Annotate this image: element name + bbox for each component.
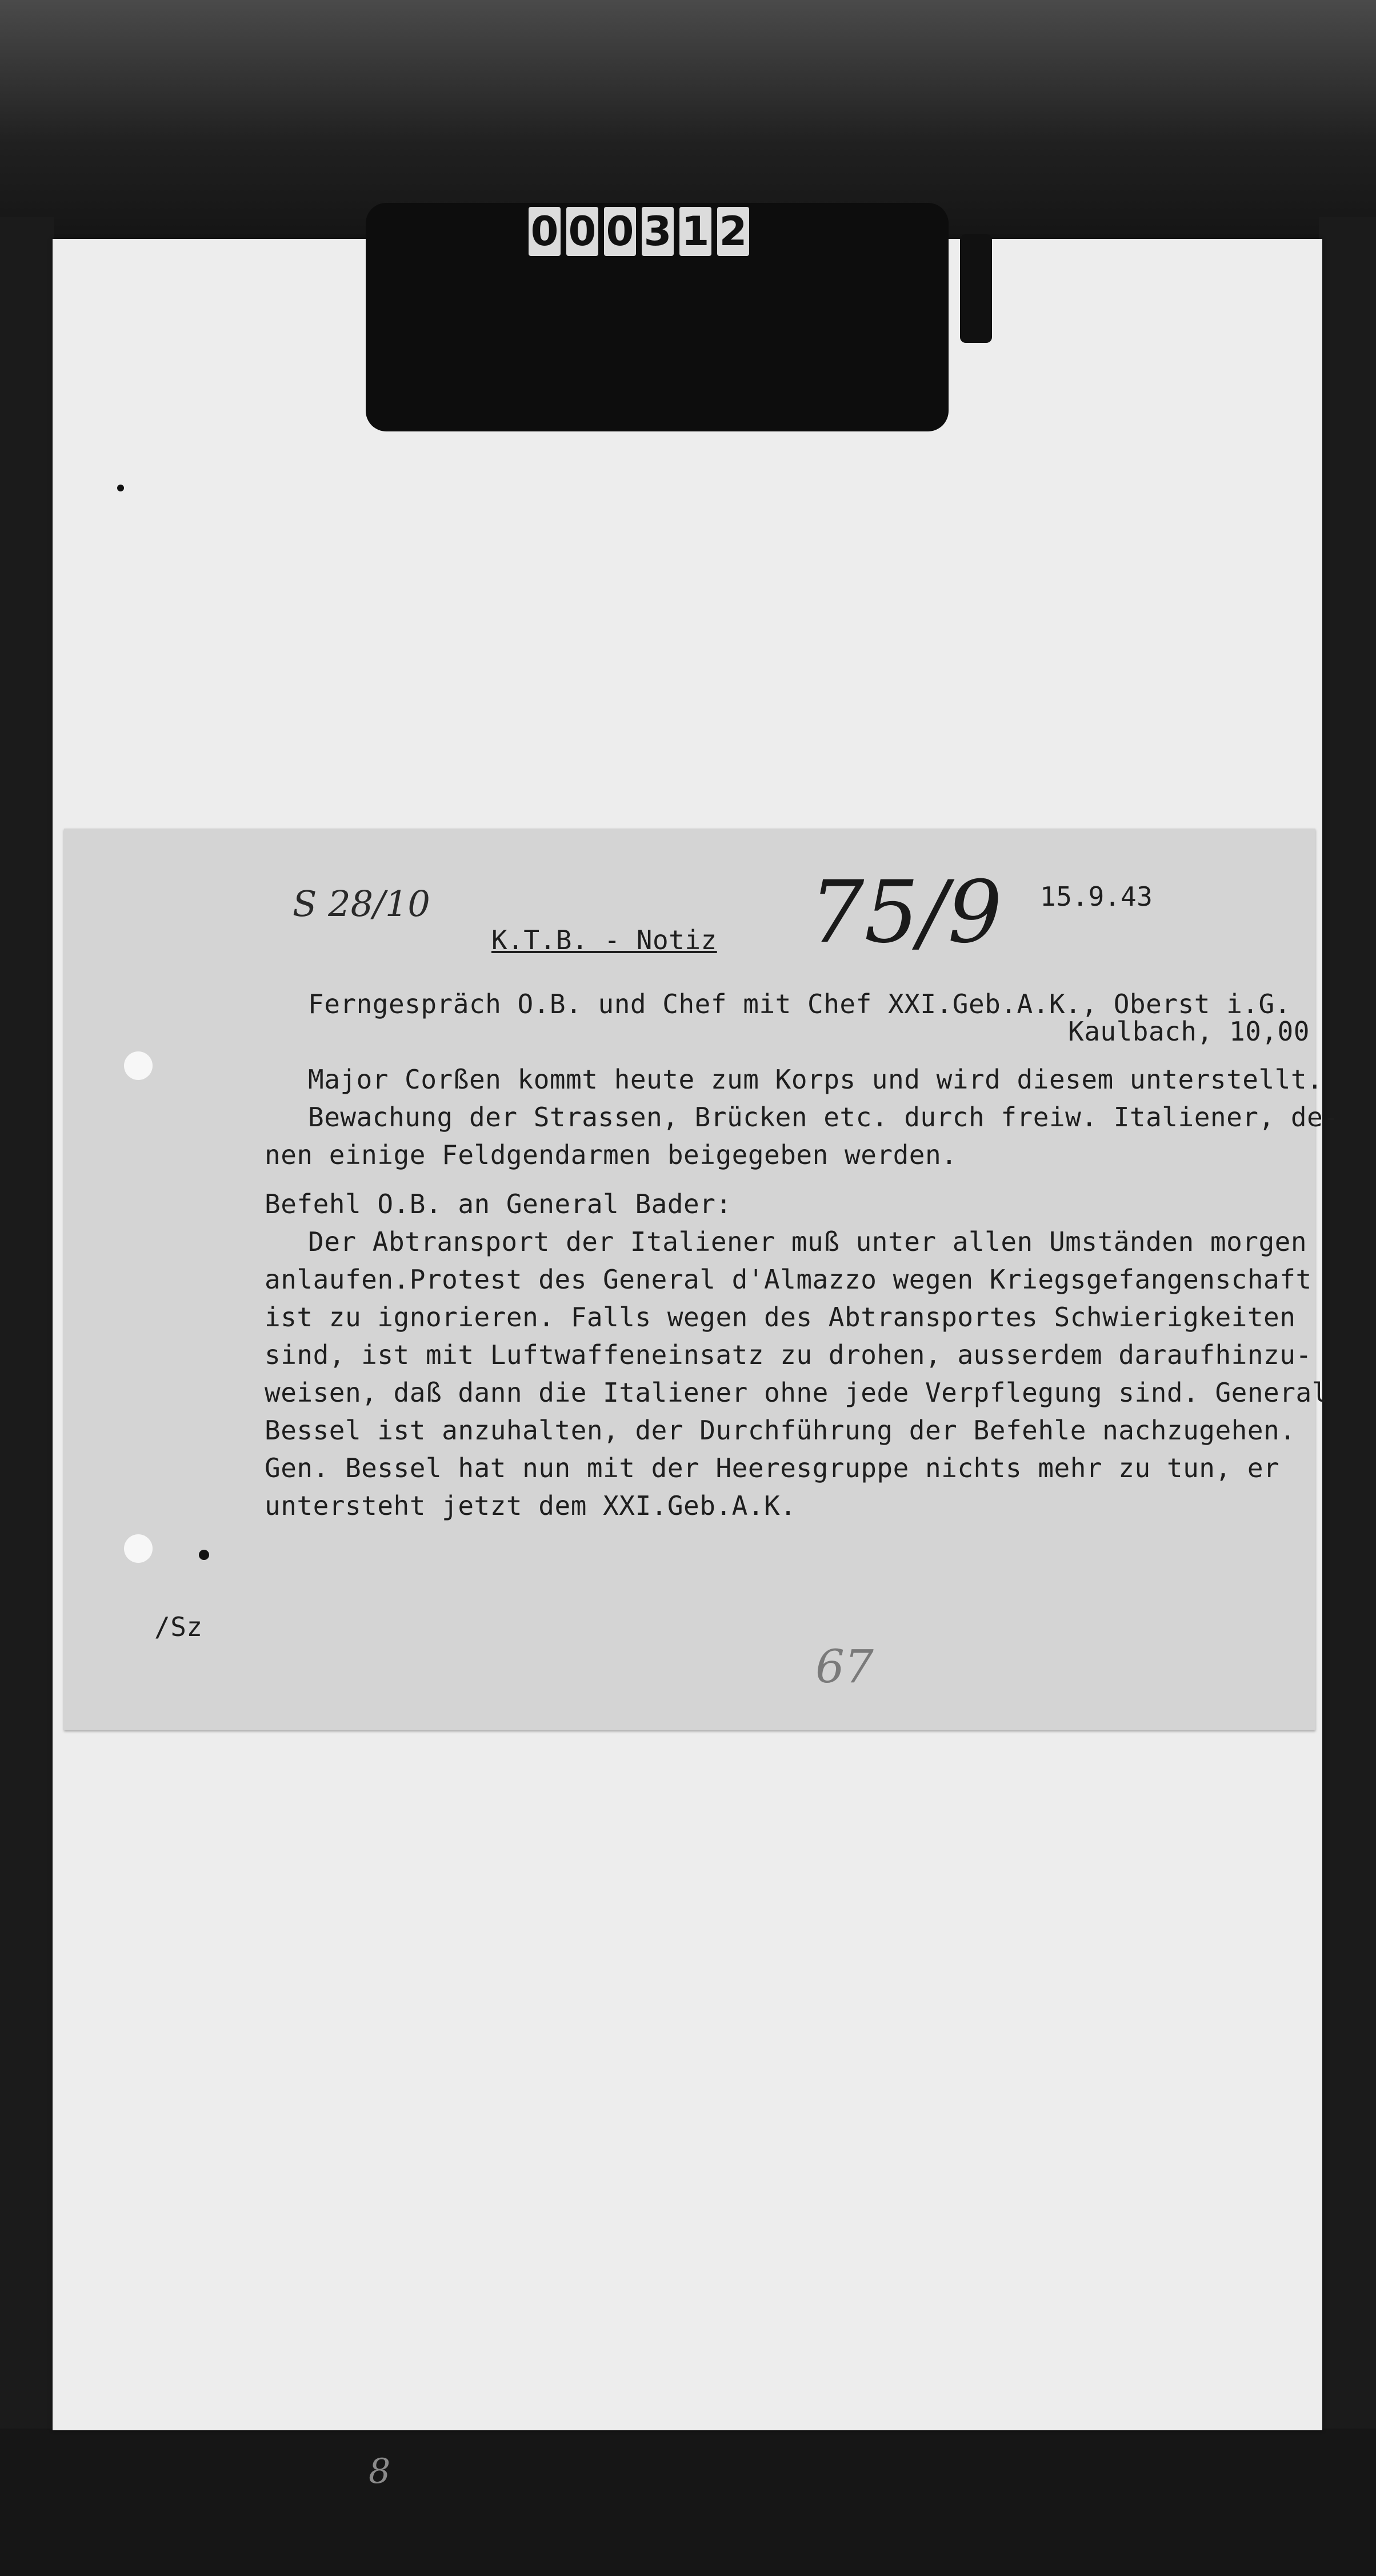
text-line: weisen, daß dann die Italiener ohne jede Verpflegung sind. General [265,1377,1328,1408]
folio-number: 75/9 [810,863,1002,962]
dust-speck [117,485,124,491]
counter-digit: 0 [566,207,598,256]
counter-digit: 2 [717,207,749,256]
text-line: Befehl O.B. an General Bader: [265,1189,732,1219]
counter-digit: 1 [679,207,711,256]
text-line: Kaulbach, 10,00 [1068,1016,1310,1047]
counter-digit: 0 [604,207,636,256]
text-line: untersteht jetzt dem XXI.Geb.A.K. [265,1490,797,1521]
punch-hole [124,1534,153,1563]
counter-digit: 0 [529,207,561,256]
text-line: Der Abtransport der Italiener muß unter allen Umständen morgen [308,1226,1307,1257]
text-line: Major Corßen kommt heute zum Korps und wird diesem unterstellt. [308,1064,1323,1095]
frame-counter [529,203,749,260]
text-line: ist zu ignorieren. Falls wegen des Abtransportes Schwierigkeiten [265,1302,1296,1333]
margin-mark: 8 [369,2451,391,2491]
text-line: Bessel ist anzuhalten, der Durchführung der Befehle nachzugehen. [265,1415,1296,1446]
document-date: 15.9.43 [1040,881,1153,912]
text-line: nen einige Feldgendarmen beigegeben werden. [265,1139,958,1170]
typist-initials: /Sz [154,1611,203,1642]
film-border-left [0,217,54,2576]
text-line: sind, ist mit Luftwaffeneinsatz zu drohen, ausserdem daraufhinzu- [265,1339,1312,1370]
binder-clip-knob [960,234,992,343]
text-line: Ferngespräch O.B. und Chef mit Chef XXI.Geb.A.K., Oberst i.G. [308,989,1291,1019]
ink-dot [199,1550,209,1560]
document-title: K.T.B. - Notiz [491,925,717,955]
text-line: anlaufen.Protest des General d'Almazzo wegen Kriegsgefangenschaft [265,1264,1312,1295]
film-border-bottom [0,2429,1376,2576]
page-number: 67 [815,1640,874,1693]
text-line: Gen. Bessel hat nun mit der Heeresgruppe nichts mehr zu tun, er [265,1453,1280,1483]
counter-digit: 3 [642,207,674,256]
ktb-note-card [64,829,1339,1730]
text-line: Bewachung der Strassen, Brücken etc. durch freiw. Italiener, de- [308,1102,1339,1133]
punch-hole [124,1051,153,1080]
archive-reference: S 28/10 [293,883,430,925]
